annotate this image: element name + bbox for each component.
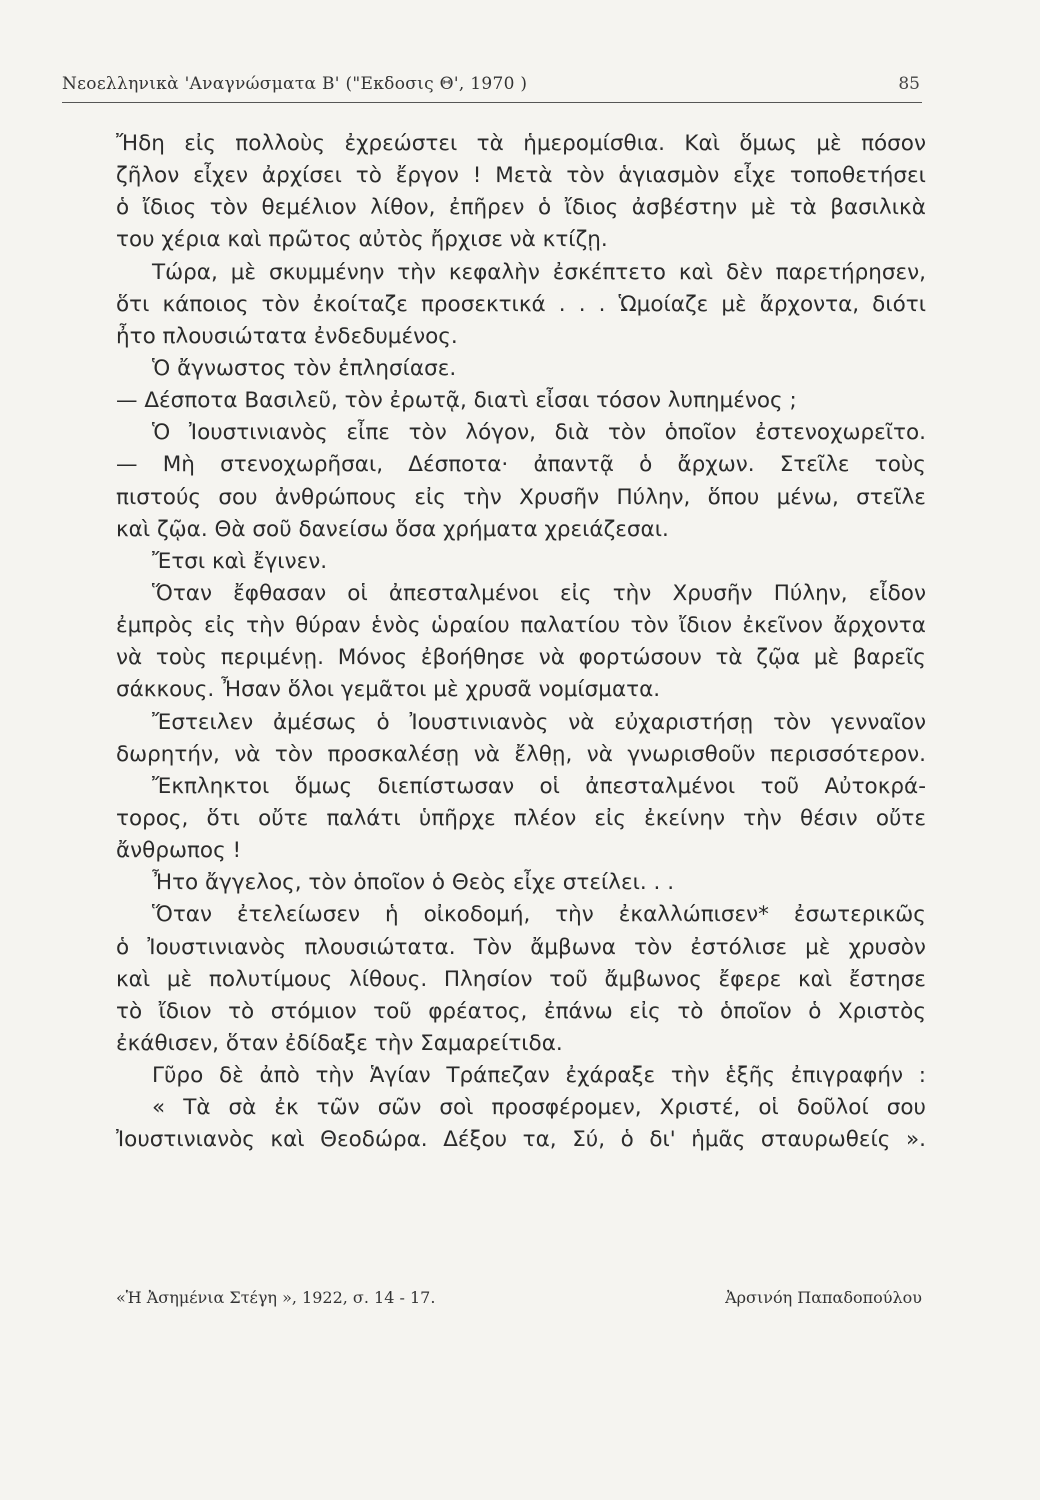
text-line: του χέρια καὶ πρῶτος αὐτὸς ἤρχισε νὰ κτίζῃ. xyxy=(116,227,608,253)
citation-source: «Ἡ Ἀσημένια Στέγη », 1922, σ. 14 - 17. xyxy=(116,1288,436,1307)
text-line: πιστούς σου ἀνθρώπους εἰς τὴν Χρυσῆν Πύλην, ὅπου μένω, στεῖλε xyxy=(116,484,926,510)
text-line: Ἤδη εἰς πολλοὺς ἐχρεώστει τὰ ἡμερομίσθια. Καὶ ὅμως μὲ πόσον xyxy=(116,131,926,156)
text-line: « Τὰ σὰ ἐκ τῶν σῶν σοὶ προσφέρομεν, Χριστέ, οἱ δοῦλοί σου xyxy=(152,1095,926,1121)
text-line: ὁ ἴδιος τὸν θεμέλιον λίθον, ἐπῆρεν ὁ ἴδιος ἀσβέστην μὲ τὰ βασιλικὰ xyxy=(116,195,926,221)
text-line: ἦτο πλουσιώτατα ἐνδεδυμένος. xyxy=(116,323,458,349)
running-header-title: Νεοελληνικὰ 'Αναγνώσματα Β' ("Εκδοσις Θ', 1970 ) xyxy=(62,74,528,94)
text-line: ἄνθρωπος ! xyxy=(116,838,242,864)
text-line: — Μὴ στενοχωρῆσαι, Δέσποτα· ἀπαντᾷ ὁ ἄρχων. Στεῖλε τοὺς xyxy=(116,452,926,478)
text-line: Ὅταν ἔφθασαν οἱ ἀπεσταλμένοι εἰς τὴν Χρυσῆν Πύλην, εἶδον xyxy=(152,580,926,606)
text-line: Ἔστειλεν ἀμέσως ὁ Ἰουστινιανὸς νὰ εὐχαριστήσῃ τὸν γενναῖον xyxy=(152,709,926,735)
text-line: Ὁ ἄγνωστος τὸν ἐπλησίασε. xyxy=(152,355,457,381)
text-line: νὰ τοὺς περιμένῃ. Μόνος ἐβοήθησε νὰ φορτώσουν τὰ ζῷα μὲ βαρεῖς xyxy=(116,645,926,671)
text-line: Ἦτο ἄγγελος, τὸν ὁποῖον ὁ Θεὸς εἶχε στείλει. . . xyxy=(152,870,675,896)
citation-author: Ἀρσινόη Παπαδοπούλου xyxy=(725,1288,922,1307)
text-line: — Δέσποτα Βασιλεῦ, τὸν ἐρωτᾷ, διατὶ εἶσαι τόσον λυπημένος ; xyxy=(116,388,797,414)
text-line: ὁ Ἰουστινιανὸς πλουσιώτατα. Τὸν ἄμβωνα τὸν ἐστόλισε μὲ χρυσὸν xyxy=(116,934,926,960)
text-line: ζῆλον εἶχεν ἀρχίσει τὸ ἔργον ! Μετὰ τὸν ἁγιασμὸν εἶχε τοποθετήσει xyxy=(116,163,926,189)
text-line: Τώρα, μὲ σκυμμένην τὴν κεφαλὴν ἐσκέπτετο καὶ δὲν παρετήρησεν, xyxy=(152,259,926,285)
page-number: 85 xyxy=(898,74,920,94)
running-header xyxy=(62,72,922,103)
text-line: ὅτι κάποιος τὸν ἐκοίταζε προσεκτικά . . . Ὡμοίαζε μὲ ἄρχοντα, διότι xyxy=(116,291,926,317)
text-line: ἐμπρὸς εἰς τὴν θύραν ἑνὸς ὡραίου παλατίου τὸν ἴδιον ἐκεῖνον ἄρχοντα xyxy=(116,613,926,639)
text-line: Ἔκπληκτοι ὅμως διεπίστωσαν οἱ ἀπεσταλμένοι τοῦ Αὐτοκρά- xyxy=(152,773,926,799)
story-text xyxy=(116,128,926,1157)
text-line: Ὁ Ἰουστινιανὸς εἶπε τὸν λόγον, διὰ τὸν ὁποῖον ἐστενοχωρεῖτο. xyxy=(152,420,926,446)
text-line: τὸ ἴδιον τὸ στόμιον τοῦ φρέατος, ἐπάνω εἰς τὸ ὁποῖον ὁ Χριστὸς xyxy=(116,998,926,1024)
text-line: καὶ μὲ πολυτίμους λίθους. Πλησίον τοῦ ἄμβωνος ἔφερε καὶ ἔστησε xyxy=(116,966,926,992)
text-line: Ἰουστινιανὸς καὶ Θεοδώρα. Δέξου τα, Σύ, ὁ δι' ἡμᾶς σταυρωθείς ». xyxy=(116,1127,926,1153)
text-line: ἐκάθισεν, ὅταν ἐδίδαξε τὴν Σαμαρείτιδα. xyxy=(116,1030,563,1056)
text-line: δωρητήν, νὰ τὸν προσκαλέσῃ νὰ ἔλθῃ, νὰ γνωρισθοῦν περισσότερον. xyxy=(116,741,926,767)
text-line: τορος, ὅτι οὔτε παλάτι ὑπῆρχε πλέον εἰς ἐκείνην τὴν θέσιν οὔτε xyxy=(116,805,926,831)
text-line: καὶ ζῷα. Θὰ σοῦ δανείσω ὅσα χρήματα χρειάζεσαι. xyxy=(116,516,669,542)
text-line: Ἔτσι καὶ ἔγινεν. xyxy=(152,548,328,574)
text-line: σάκκους. Ἦσαν ὅλοι γεμᾶτοι μὲ χρυσᾶ νομίσματα. xyxy=(116,677,661,703)
text-line: Γῦρο δὲ ἀπὸ τὴν Ἁγίαν Τράπεζαν ἐχάραξε τὴν ἑξῆς ἐπιγραφήν : xyxy=(152,1063,926,1089)
text-line: Ὅταν ἐτελείωσεν ἡ οἰκοδομή, τὴν ἐκαλλώπισεν* ἐσωτερικῶς xyxy=(152,902,926,928)
